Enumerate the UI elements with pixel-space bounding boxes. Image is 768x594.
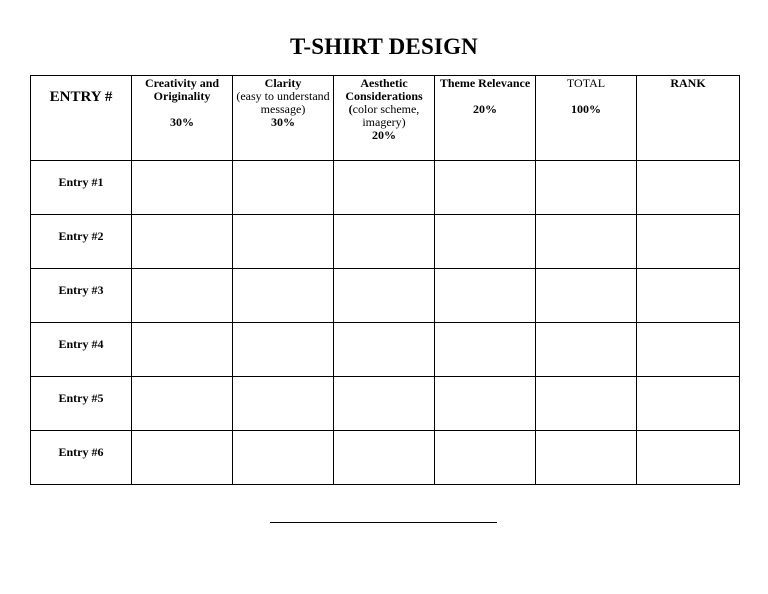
header-rank: [637, 76, 740, 161]
score-cell-theme[interactable]: [435, 161, 536, 215]
table-row: [31, 215, 740, 269]
header-creativity-line1: Creativity and: [144, 76, 220, 90]
score-cell-clarity[interactable]: [233, 431, 334, 485]
entry-label: Entry #4: [58, 337, 104, 351]
table-row: [31, 269, 740, 323]
table-row: [31, 161, 740, 215]
header-theme: [435, 76, 536, 161]
score-cell-theme[interactable]: [435, 269, 536, 323]
score-cell-creativity[interactable]: [132, 269, 233, 323]
score-cell-theme[interactable]: [435, 377, 536, 431]
score-cell-rank[interactable]: [637, 377, 740, 431]
score-cell-aesthetic[interactable]: [334, 215, 435, 269]
score-cell-creativity[interactable]: [132, 215, 233, 269]
entry-label-cell: [31, 161, 132, 215]
table-row: [31, 323, 740, 377]
signature-line: [270, 522, 497, 523]
entry-label-cell: [31, 377, 132, 431]
score-cell-theme[interactable]: [435, 215, 536, 269]
score-cell-total[interactable]: [536, 269, 637, 323]
header-clarity-weight: 30%: [271, 115, 295, 129]
header-total: [536, 76, 637, 161]
header-total-weight: 100%: [571, 102, 601, 116]
score-cell-aesthetic[interactable]: [334, 269, 435, 323]
header-aesthetic-paren: (: [348, 102, 353, 116]
header-aesthetic-weight: 20%: [372, 128, 396, 142]
score-cell-theme[interactable]: [435, 431, 536, 485]
entry-label: Entry #3: [58, 283, 104, 297]
header-entry: [31, 76, 132, 161]
header-theme-title: Theme Relevance: [439, 76, 531, 90]
score-cell-total[interactable]: [536, 161, 637, 215]
header-aesthetic-desc2: imagery): [362, 115, 406, 129]
header-total-title: TOTAL: [566, 76, 606, 90]
score-cell-rank[interactable]: [637, 269, 740, 323]
score-cell-theme[interactable]: [435, 323, 536, 377]
score-cell-creativity[interactable]: [132, 161, 233, 215]
header-theme-weight: 20%: [473, 102, 497, 116]
score-cell-clarity[interactable]: [233, 215, 334, 269]
scoring-table: [30, 75, 740, 485]
score-cell-clarity[interactable]: [233, 323, 334, 377]
header-clarity: [233, 76, 334, 161]
header-creativity-weight: 30%: [170, 115, 194, 129]
header-aesthetic-line1: Aesthetic: [360, 76, 408, 90]
score-cell-total[interactable]: [536, 377, 637, 431]
score-cell-creativity[interactable]: [132, 323, 233, 377]
score-cell-aesthetic[interactable]: [334, 431, 435, 485]
header-rank-title: RANK: [670, 76, 706, 90]
entry-label: Entry #5: [58, 391, 104, 405]
entry-label-cell: [31, 431, 132, 485]
score-cell-total[interactable]: [536, 215, 637, 269]
table-row: [31, 377, 740, 431]
table-row: [31, 431, 740, 485]
page-title: T-SHIRT DESIGN: [290, 34, 478, 59]
score-cell-creativity[interactable]: [132, 431, 233, 485]
score-cell-rank[interactable]: [637, 323, 740, 377]
header-creativity: [132, 76, 233, 161]
score-cell-creativity[interactable]: [132, 377, 233, 431]
score-cell-rank[interactable]: [637, 431, 740, 485]
score-cell-clarity[interactable]: [233, 161, 334, 215]
header-clarity-desc2: message): [260, 102, 306, 116]
entry-label-cell: [31, 215, 132, 269]
score-cell-aesthetic[interactable]: [334, 323, 435, 377]
entry-label-cell: [31, 269, 132, 323]
header-aesthetic-line2: Considerations: [345, 89, 423, 103]
score-cell-aesthetic[interactable]: [334, 377, 435, 431]
score-cell-clarity[interactable]: [233, 377, 334, 431]
header-creativity-line2: Originality: [153, 89, 211, 103]
header-row: [31, 76, 740, 161]
entry-label-cell: [31, 323, 132, 377]
score-cell-total[interactable]: [536, 323, 637, 377]
score-cell-clarity[interactable]: [233, 269, 334, 323]
score-cell-rank[interactable]: [637, 215, 740, 269]
header-aesthetic-desc1: color scheme,: [352, 102, 420, 116]
entry-label: Entry #2: [58, 229, 104, 243]
header-aesthetic: [334, 76, 435, 161]
header-entry-label: ENTRY #: [49, 89, 113, 105]
score-cell-total[interactable]: [536, 431, 637, 485]
header-clarity-desc1: (easy to understand: [236, 89, 330, 103]
score-cell-aesthetic[interactable]: [334, 161, 435, 215]
entry-label: Entry #1: [58, 175, 104, 189]
header-clarity-title: Clarity: [264, 76, 302, 90]
score-cell-rank[interactable]: [637, 161, 740, 215]
entry-label: Entry #6: [58, 445, 104, 459]
